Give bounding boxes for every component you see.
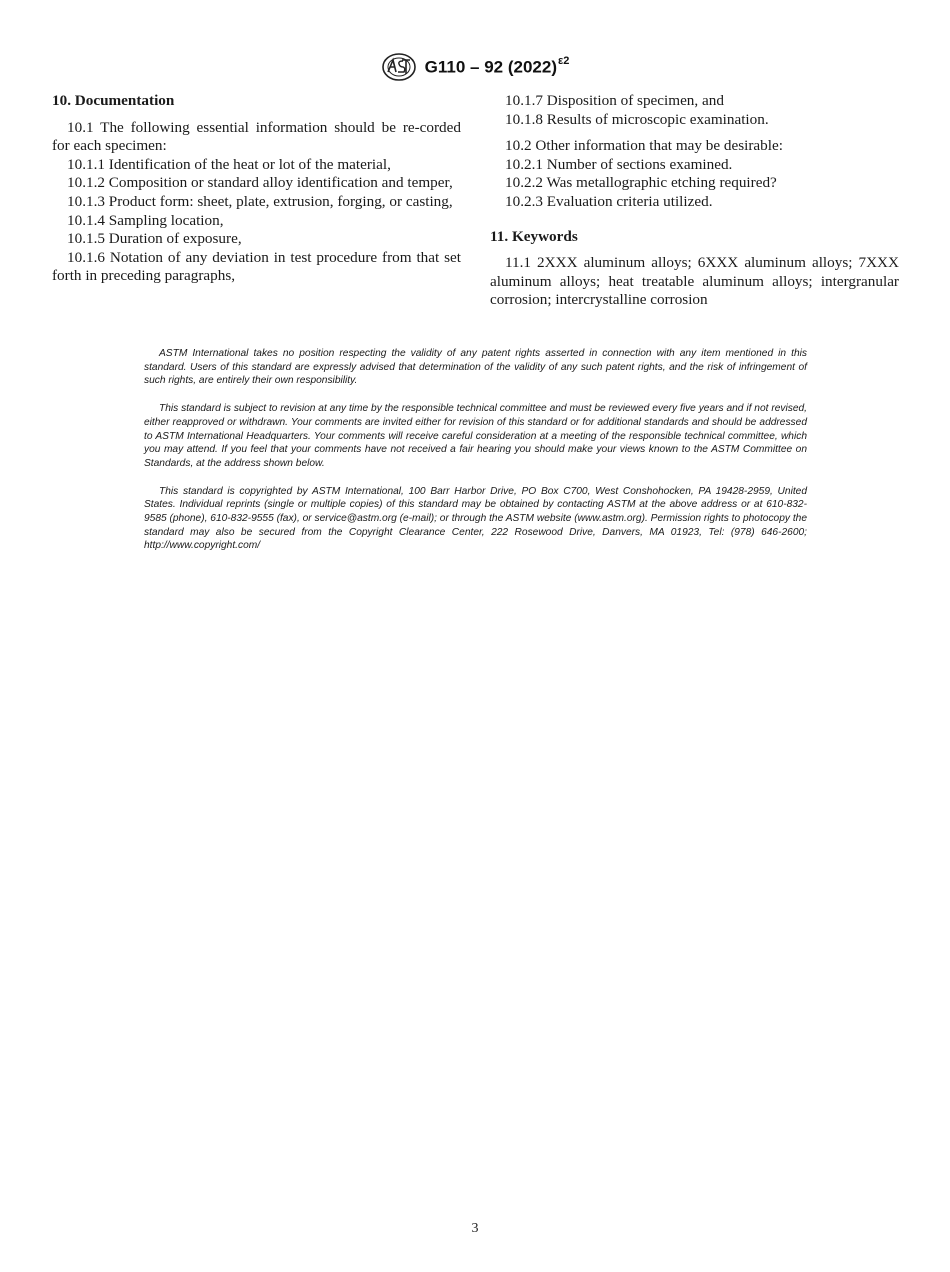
paragraph: 10.1 The following essential information should be re-corded for each specimen: xyxy=(52,118,461,155)
paragraph: 10.1.6 Notation of any deviation in test procedure from that set forth in preceding paragraphs, xyxy=(52,248,461,285)
legal-notices xyxy=(144,347,807,567)
paragraph: 10.1.7 Disposition of specimen, and xyxy=(505,92,724,109)
paragraph: 10.2.3 Evaluation criteria utilized. xyxy=(505,192,713,210)
paragraph: 10.1.8 Results of microscopic examination. xyxy=(505,110,769,128)
paragraph: 10.2.1 Number of sections examined. xyxy=(505,155,733,173)
patent-notice: ASTM International takes no position respecting the validity of any patent rights asserted in connection with any item mentioned in this standard. Users of this standard are expressly advised that determination of the validity of any such patent rights, and the risk of infringement of such rights, are entirely their own responsibility. xyxy=(144,348,807,387)
paragraph: 10.2.2 Was metallographic etching required? xyxy=(505,174,777,192)
paragraph: 10.1.1 Identification of the heat or lot of the material, xyxy=(67,155,391,173)
edition-superscript: ε2 xyxy=(557,54,570,67)
page-header xyxy=(0,52,950,87)
right-column xyxy=(490,92,899,310)
paragraph: 10.1.4 Sampling location, xyxy=(67,211,224,229)
keywords-paragraph: 11.1 2XXX aluminum alloys; 6XXX aluminum alloys; 7XXX aluminum alloys; heat treatable aluminum alloys; intergranular corrosion; intercrystalline corrosion xyxy=(490,254,899,309)
header-inner xyxy=(381,52,570,82)
copyright-notice: This standard is copyrighted by ASTM International, 100 Barr Harbor Drive, PO Box C700, West Conshohocken, PA 19428-2959, United States. Individual reprints (single or multiple copies) of this standard may be obtained by contacting ASTM at the above address or at 610-832-9585 (phone), 610-832-9555 (fax), or service@astm.org (e-mail); or through the ASTM website (www.astm.org). Permission rights to photocopy the standard may also be secured from the Copyright Clearance Center, 222 Rosewood Drive, Danvers, MA 01923, Tel: (978) 646-2600; http://www.copyright.com/ xyxy=(144,485,807,552)
left-column xyxy=(52,92,461,286)
paragraph: 10.1.2 Composition or standard alloy identification and temper, xyxy=(67,174,453,192)
revision-notice: This standard is subject to revision at any time by the responsible technical committee and must be reviewed every five years and if not revised, either reapproved or withdrawn. Your comments are invited either for revision of this standard or for additional standards and should be addressed to ASTM International Headquarters. Your comments will receive careful consideration at a meeting of the responsible technical committee, which you may attend. If you feel that your comments have not received a fair hearing you should make your views known to the ASTM Committee on Standards, at the address shown below. xyxy=(144,403,807,469)
section-title-keywords: 11. Keywords xyxy=(490,227,578,245)
standard-designation xyxy=(424,54,570,78)
designation-text: G110 – 92 (2022) xyxy=(424,57,557,77)
section-title-documentation: 10. Documentation xyxy=(52,92,175,109)
page-number: 3 xyxy=(471,1221,479,1236)
paragraph: 10.2 Other information that may be desirable: xyxy=(505,137,783,155)
paragraph: 10.1.3 Product form: sheet, plate, extrusion, forging, or casting, xyxy=(67,192,453,210)
paragraph: 10.1.5 Duration of exposure, xyxy=(67,230,242,248)
astm-logo-icon xyxy=(381,52,417,82)
